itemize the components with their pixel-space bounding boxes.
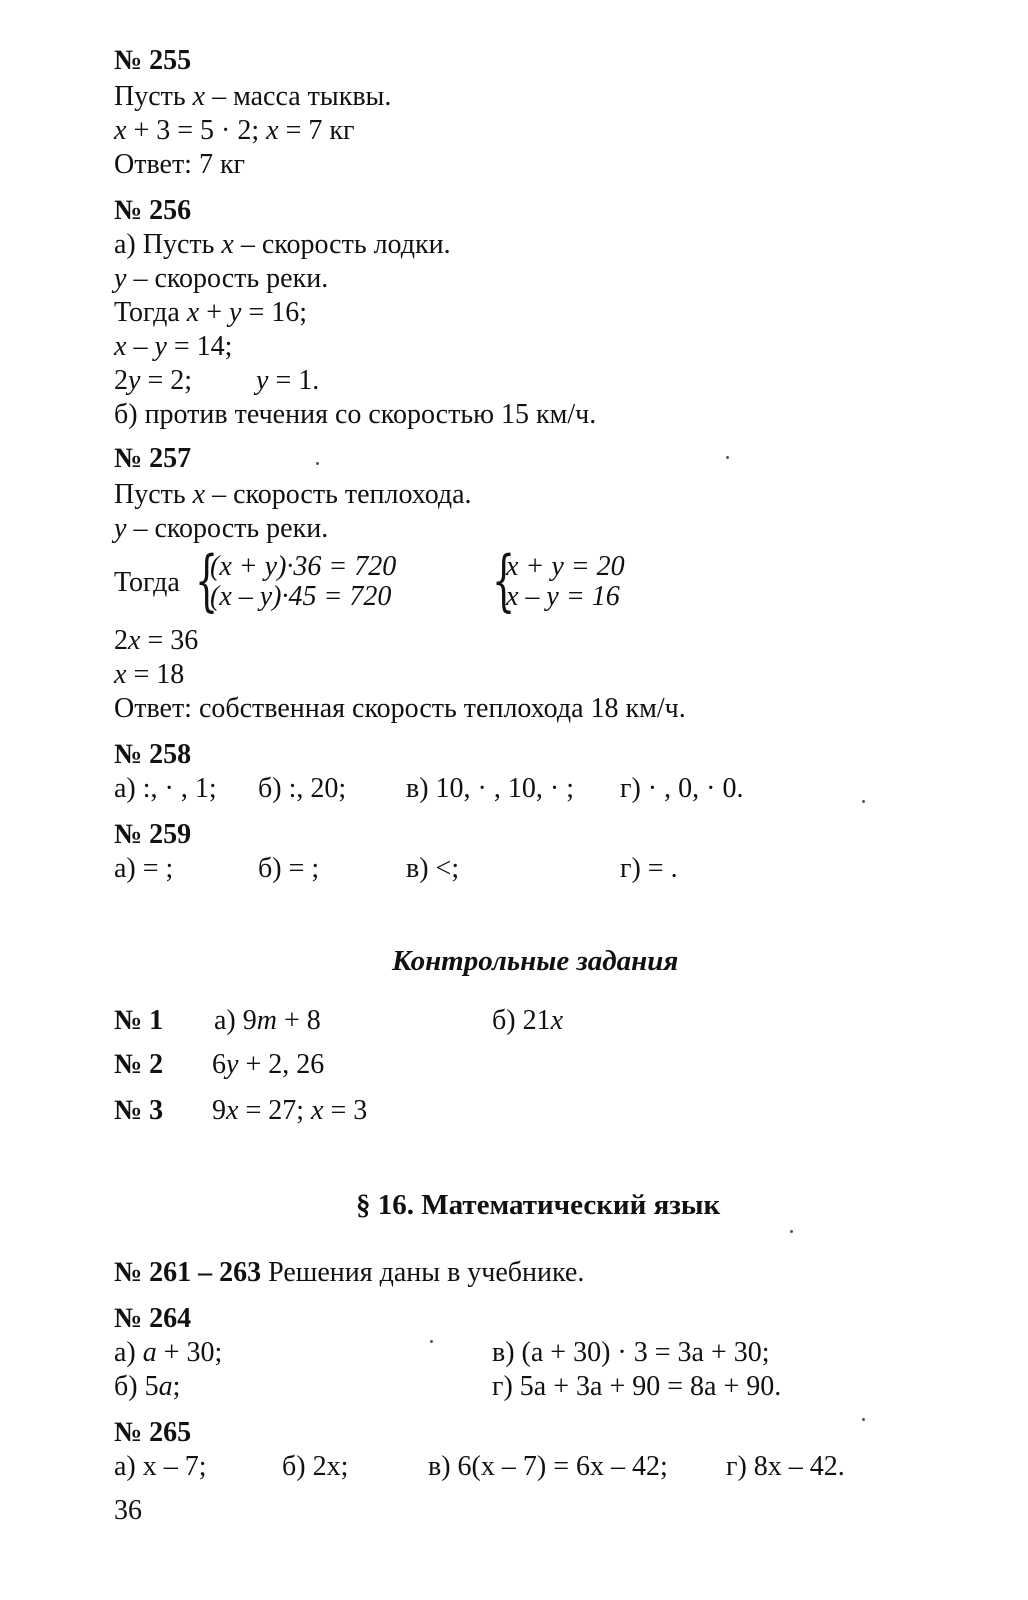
problem-255-line-1: Пусть x – масса тыквы. bbox=[114, 81, 392, 112]
problem-256-line-1: а) Пусть x – скорость лодки. bbox=[114, 229, 451, 260]
problem-265-a: а) x – 7; bbox=[114, 1451, 207, 1482]
problem-264-g: г) 5a + 3a + 90 = 8a + 90. bbox=[492, 1371, 782, 1402]
problem-265-number: № 265 bbox=[114, 1417, 192, 1448]
system-1-eq-1: (x + y)·36 = 720 bbox=[210, 551, 397, 582]
problem-259-a: а) = ; bbox=[114, 853, 174, 884]
problem-258-g: г) · , 0, · 0. bbox=[620, 773, 744, 804]
control-3-number: № 3 bbox=[114, 1095, 164, 1126]
problem-257-then: Тогда bbox=[114, 567, 180, 598]
problem-264-v: в) (a + 30) · 3 = 3a + 30; bbox=[492, 1337, 770, 1368]
problem-256-line-5b: y = 1. bbox=[256, 365, 320, 396]
problem-257-line-5: x = 18 bbox=[114, 659, 185, 690]
problem-258-v: в) 10, · , 10, · ; bbox=[406, 773, 574, 804]
scan-speck bbox=[726, 456, 729, 459]
problem-259-number: № 259 bbox=[114, 819, 192, 850]
scan-speck bbox=[316, 462, 319, 465]
scan-speck bbox=[430, 1340, 433, 1343]
problem-257-answer: Ответ: собственная скорость теплохода 18 км/ч. bbox=[114, 693, 686, 724]
section-16-title: § 16. Математический язык bbox=[356, 1189, 721, 1221]
problem-264-b: б) 5a; bbox=[114, 1371, 181, 1402]
problem-256-line-2: y – скорость реки. bbox=[114, 263, 329, 294]
problem-261-263: № 261 – 263 Решения даны в учебнике. bbox=[114, 1257, 585, 1288]
problem-256-number: № 256 bbox=[114, 195, 192, 226]
problem-259-b: б) = ; bbox=[258, 853, 320, 884]
problem-264-number: № 264 bbox=[114, 1303, 192, 1334]
control-2-answer: 6y + 2, 26 bbox=[212, 1049, 325, 1080]
problem-256-line-5a: 2y = 2; bbox=[114, 365, 193, 396]
scan-speck bbox=[862, 1418, 865, 1421]
problem-257-line-4: 2x = 36 bbox=[114, 625, 199, 656]
problem-256-line-3: Тогда x + y = 16; bbox=[114, 297, 308, 328]
problem-257-number: № 257 bbox=[114, 443, 192, 474]
control-1-number: № 1 bbox=[114, 1005, 164, 1036]
system-1-eq-2: (x – y)·45 = 720 bbox=[210, 581, 392, 612]
control-1-b: б) 21x bbox=[492, 1005, 564, 1036]
system-2-brace: { bbox=[492, 542, 516, 619]
system-2-eq-2: x – y = 16 bbox=[506, 581, 620, 612]
problem-256-line-4: x – y = 14; bbox=[114, 331, 233, 362]
problem-255-number: № 255 bbox=[114, 45, 192, 76]
problem-264-a: а) a + 30; bbox=[114, 1337, 223, 1368]
problem-265-g: г) 8x – 42. bbox=[726, 1451, 845, 1482]
problem-256-line-6: б) против течения со скоростью 15 км/ч. bbox=[114, 399, 597, 430]
system-2-eq-1: x + y = 20 bbox=[506, 551, 625, 582]
control-2-number: № 2 bbox=[114, 1049, 164, 1080]
control-3-answer: 9x = 27; x = 3 bbox=[212, 1095, 368, 1126]
control-tasks-title: Контрольные задания bbox=[392, 945, 679, 977]
problem-265-b: б) 2x; bbox=[282, 1451, 349, 1482]
problem-265-v: в) 6(x – 7) = 6x – 42; bbox=[428, 1451, 668, 1482]
problem-257-line-2: y – скорость реки. bbox=[114, 513, 329, 544]
problem-259-g: г) = . bbox=[620, 853, 678, 884]
system-1-brace: { bbox=[195, 542, 219, 619]
problem-259-v: в) <; bbox=[406, 853, 460, 884]
problem-258-number: № 258 bbox=[114, 739, 192, 770]
page-number: 36 bbox=[114, 1495, 142, 1526]
problem-255-answer: Ответ: 7 кг bbox=[114, 149, 246, 180]
problem-258-b: б) :, 20; bbox=[258, 773, 347, 804]
problem-255-line-2: x + 3 = 5 · 2; x = 7 кг bbox=[114, 115, 355, 146]
scan-speck bbox=[790, 1230, 793, 1233]
problem-257-line-1: Пусть x – скорость теплохода. bbox=[114, 479, 472, 510]
control-1-a: а) 9m + 8 bbox=[214, 1005, 321, 1036]
problem-258-a: а) :, · , 1; bbox=[114, 773, 217, 804]
scan-speck bbox=[862, 800, 865, 803]
